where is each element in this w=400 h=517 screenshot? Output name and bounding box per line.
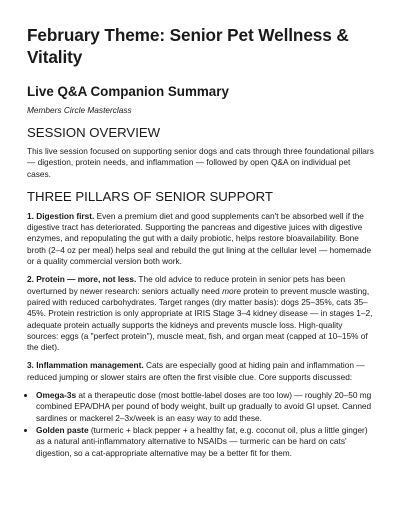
- pillar-inflammation-lead: 3. Inflammation management.: [27, 360, 144, 371]
- bullet-omega3-lead: Omega-3s: [36, 390, 77, 401]
- pillar-protein-body-b: protein to prevent muscle wasting, paired with reduced carbohydrates. Target ranges (dry matter basis): dogs 25–35%, cats 35–45%. Protein restriction is only appropriate at IRIS Stage 3–4 kidney disease — in stages 1–2, adequate protein actually supports the kidneys and prevents muscle loss. High-quality sources: eggs (a "perfect protein"), muscle meat, fish, and organ meat (capped at 10–15% of the diet).: [27, 285, 373, 353]
- bullet-golden-paste-body: (turmeric + black pepper + a healthy fat, e.g. coconut oil, plus a little ginger) as a natural anti-inflammatory alternative to NSAIDs — turmeric can be hard on cats' digestion, so a cat-appropriate alternative may be a better fit for them.: [36, 424, 368, 458]
- pillar-digestion-body: Even a premium diet and good supplements can't be absorbed well if the digestive tract has deteriorated. Supporting the pancreas and digestive juices with digestive enzymes, and repopulating the gut with a daily probiotic, helps restore bioavailability. Bone broth (2–4 oz per meal) helps seal and rebuild the gut lining at the cellular level — homemade or a quality commercial version both work.: [27, 210, 372, 267]
- bullet-omega3-body: at a therapeutic dose (most bottle-label doses are too low) — roughly 20–50 mg combined EPA/DHA per pound of body weight, built up gradually to avoid GI upset. Canned sardines or mackerel 2–3x/week is an easy way to add these.: [36, 390, 372, 423]
- pillar-protein-emphasis: more: [222, 285, 241, 296]
- pillar-inflammation-body: Cats are especially good at hiding pain and inflammation — reduced jumping or slower stairs are often the first visible clue. Core supports discussed:: [27, 360, 365, 382]
- list-item: [36, 390, 374, 424]
- pillar-digestion-lead: 1. Digestion first.: [27, 210, 95, 221]
- pillar-digestion: [27, 211, 374, 267]
- pillar-inflammation: [27, 360, 374, 383]
- document-title: February Theme: Senior Pet Wellness & Vitality: [27, 25, 349, 67]
- organization-label: Members Circle Masterclass: [27, 105, 132, 115]
- pillar-protein-body-a: The old advice to reduce protein in senior pets has been overturned by newer research: seniors actually need: [27, 274, 346, 296]
- pillars-heading: THREE PILLARS OF SENIOR SUPPORT: [27, 188, 273, 204]
- pillar-protein: [27, 274, 374, 353]
- bullet-golden-paste-lead: Golden paste: [36, 424, 89, 435]
- pillar-protein-lead: 2. Protein — more, not less.: [27, 274, 137, 285]
- document-subtitle: Live Q&A Companion Summary: [27, 84, 229, 99]
- list-item: [36, 425, 374, 459]
- inflammation-supports-list: [27, 390, 374, 459]
- session-overview-text: This live session focused on supporting senior dogs and cats through three foundational pillars — digestion, protein needs, and inflammation — followed by open Q&A on individual pet cases.: [27, 146, 374, 179]
- session-overview-heading: SESSION OVERVIEW: [27, 125, 161, 140]
